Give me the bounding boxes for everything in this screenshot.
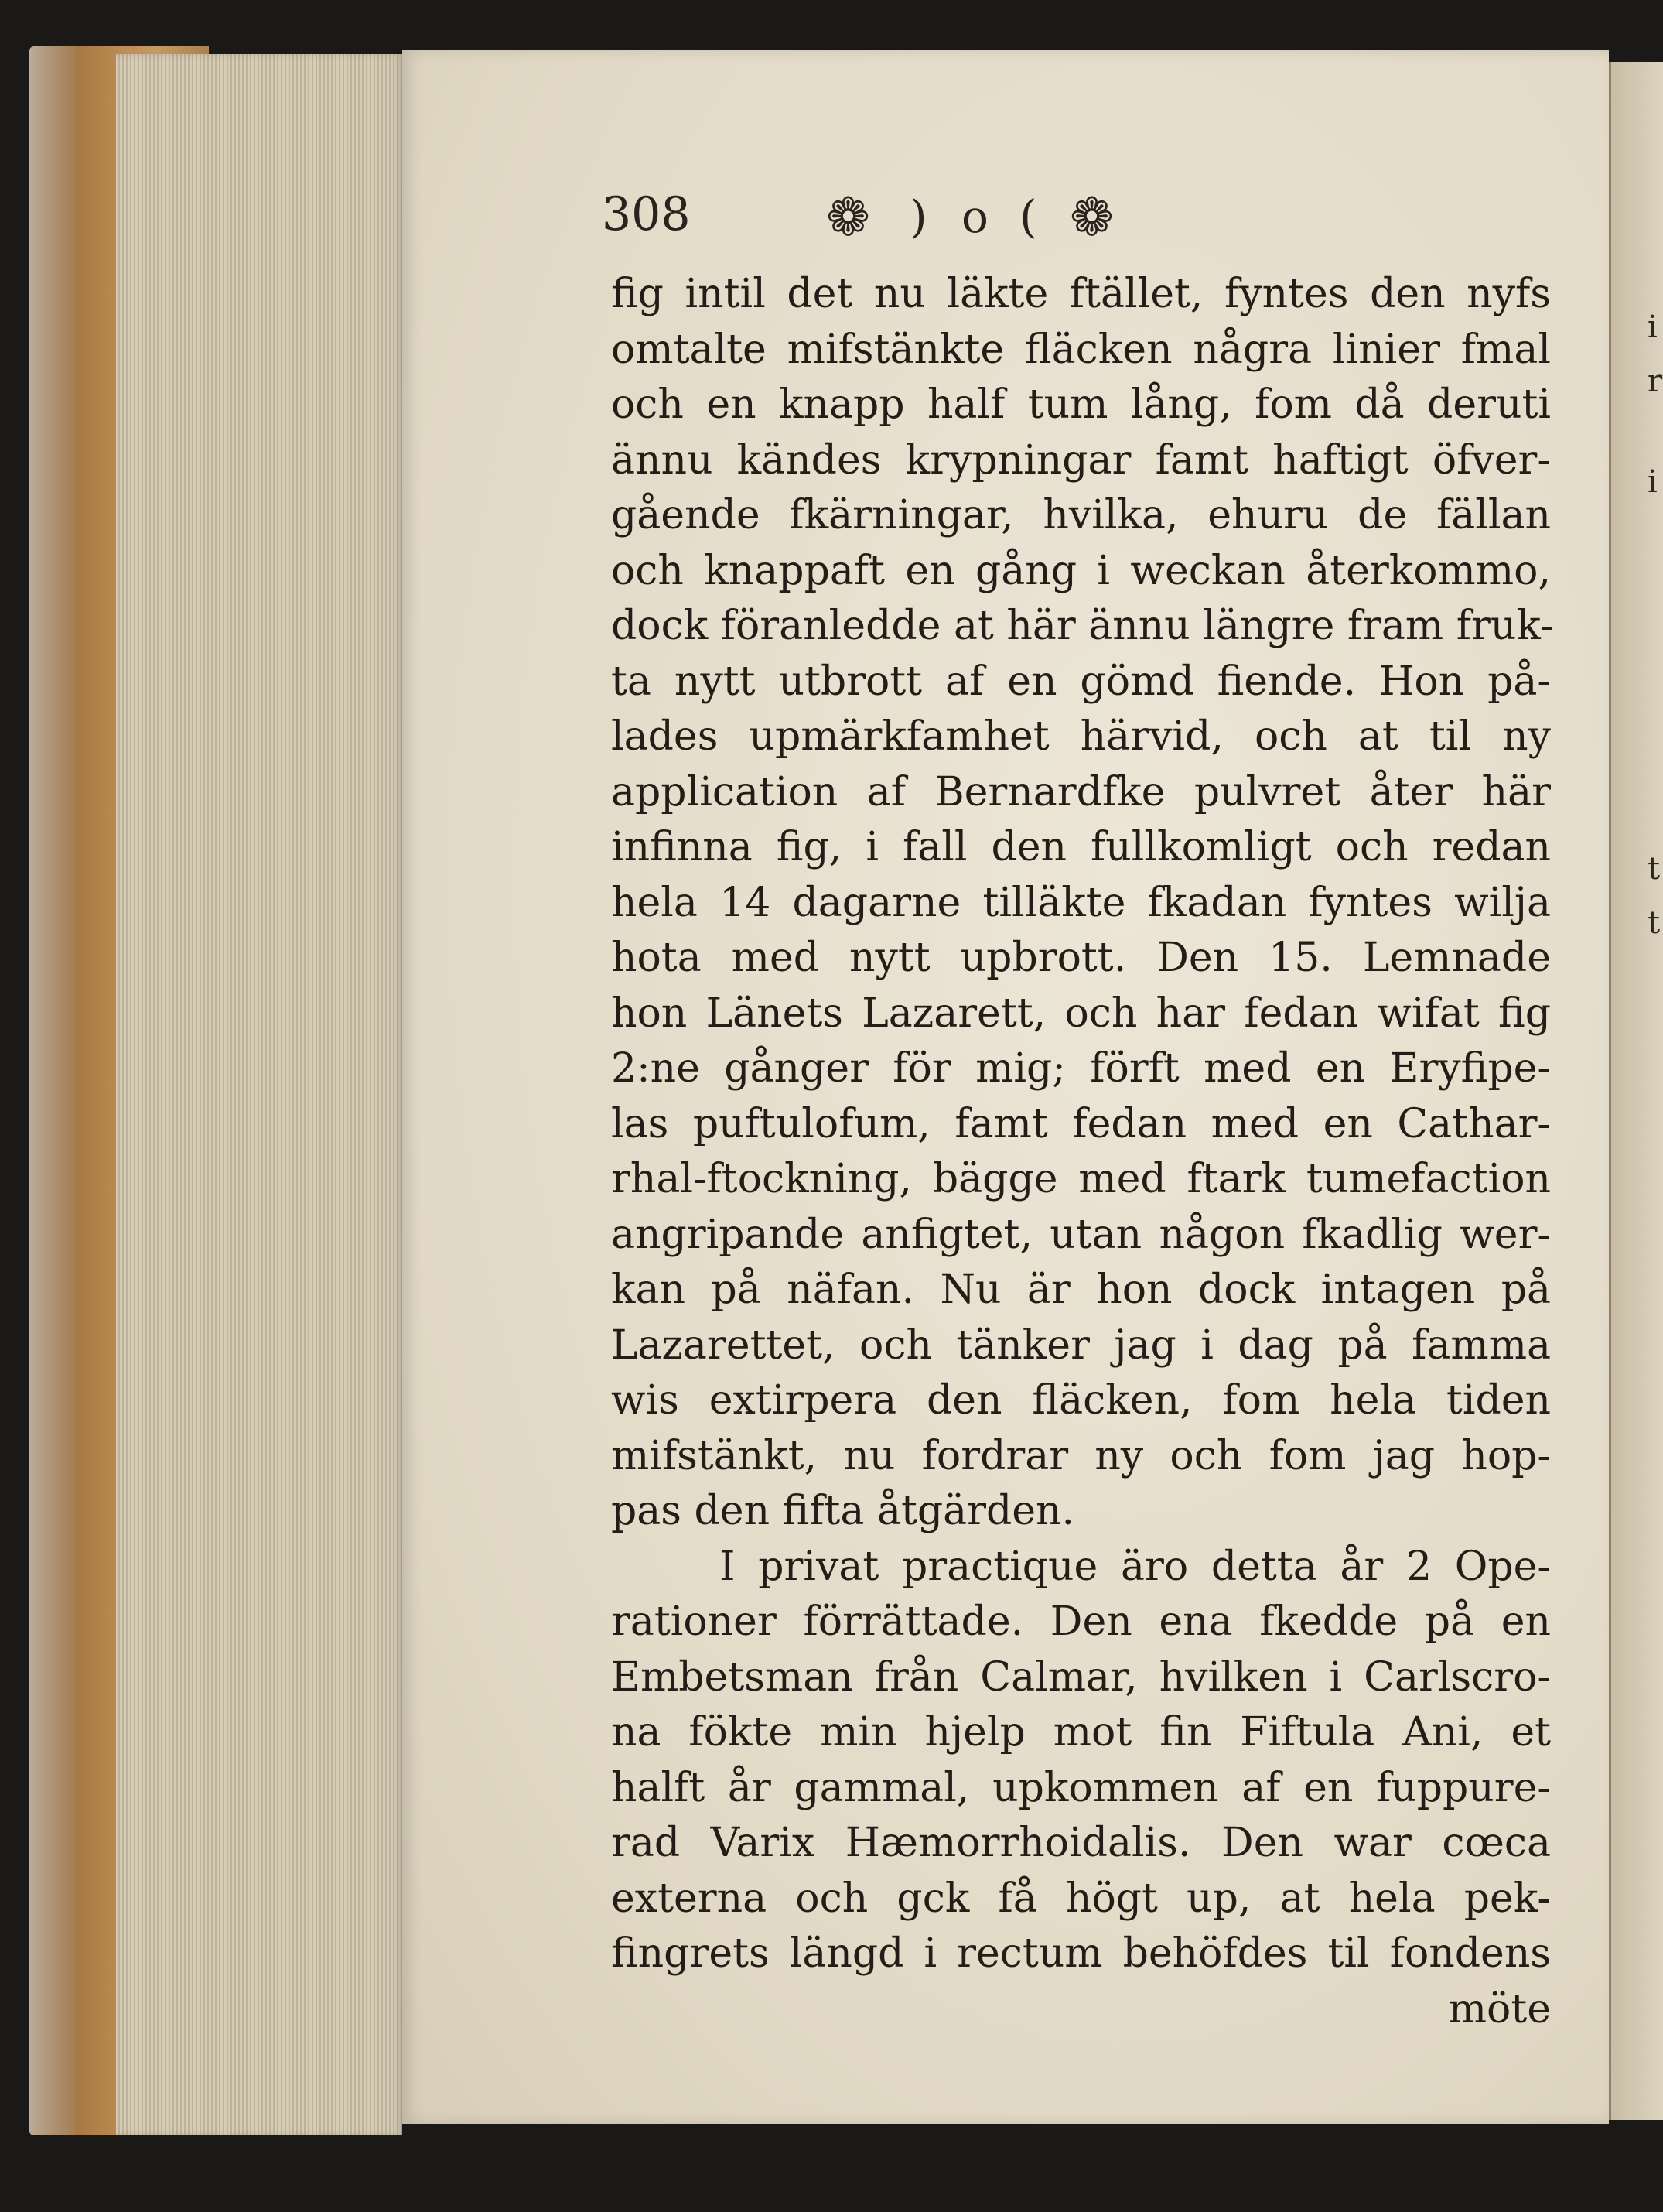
text-line: rationer förrättade. Den ena fkedde på en <box>611 1598 1551 1645</box>
facing-page-char: t <box>1648 851 1661 887</box>
text-line: omtalte mifstänkte fläcken några linier fmal <box>611 326 1551 373</box>
page-edges <box>116 54 402 2135</box>
text-line: dock föranledde at här ännu längre fram fruk- <box>611 603 1554 649</box>
header-mark: ) <box>910 190 927 243</box>
text-line: Embetsman från Calmar, hvilken i Carlscro- <box>611 1653 1551 1701</box>
body-text <box>611 267 1554 2037</box>
facing-page-char: i <box>1648 464 1658 500</box>
text-line: pas den fifta åtgärden. <box>611 1488 1075 1534</box>
text-line: ta nytt utbrott af en gömd fiende. Hon på- <box>611 658 1551 705</box>
text-line: gående fkärningar, hvilka, ehuru de fällan <box>611 492 1551 538</box>
text-line: fig intil det nu läkte ftället, fyntes den nyfs <box>611 271 1551 317</box>
text-line: ännu kändes krypningar famt haftigt öfver- <box>611 436 1551 484</box>
text-line: na fökte min hjelp mot fin Fiftula Ani, et <box>611 1709 1551 1756</box>
facing-page-char: t <box>1648 905 1661 941</box>
facing-page-char: r <box>1648 364 1663 399</box>
text-line: las puftulofum, famt fedan med en Cathar- <box>611 1100 1551 1147</box>
text-line: fingrets längd i rectum behöfdes til fondens <box>611 1930 1551 1977</box>
header-mark: ( <box>1019 190 1037 243</box>
text-line: infinna fig, i fall den fullkomligt och redan <box>611 824 1551 870</box>
text-line: angripande anfigtet, utan någon fkadlig wer- <box>611 1211 1551 1258</box>
text-line: externa och gck få högt up, at hela pek- <box>611 1875 1551 1922</box>
running-header <box>602 187 1298 265</box>
page-number: 308 <box>602 187 691 241</box>
ornament-right-icon: ❁ <box>1070 187 1114 248</box>
book-spine <box>29 46 76 2135</box>
catchword: möte <box>1448 1985 1551 2033</box>
ornament-left-icon: ❁ <box>826 187 870 248</box>
text-line: och knappaft en gång i weckan återkommo, <box>611 547 1551 594</box>
text-line: lades upmärkfamhet härvid, och at til ny <box>611 713 1551 760</box>
text-line: application af Bernardfke pulvret åter här <box>611 768 1551 815</box>
text-line: halft år gammal, upkommen af en fuppure- <box>611 1764 1551 1811</box>
header-mark: o <box>961 190 989 243</box>
text-line: och en knapp half tum lång, fom då deruti <box>611 381 1551 428</box>
text-line: 2:ne gånger för mig; förft med en Eryfipe- <box>611 1045 1551 1092</box>
text-line: I privat practique äro detta år 2 Ope- <box>719 1543 1551 1590</box>
text-line: hon Länets Lazarett, och har fedan wifat fig <box>611 990 1551 1037</box>
text-line: hota med nytt upbrott. Den 15. Lemnade <box>611 935 1551 981</box>
text-line: rad Varix Hæmorrhoidalis. Den war cœca <box>611 1820 1551 1866</box>
text-line: wis extirpera den fläcken, fom hela tiden <box>611 1377 1551 1424</box>
text-line: Lazarettet, och tänker jag i dag på famma <box>611 1321 1551 1369</box>
text-line: mifstänkt, nu fordrar ny och fom jag hop- <box>611 1432 1551 1479</box>
text-line: hela 14 dagarne tilläkte fkadan fyntes wilja <box>611 879 1551 926</box>
text-line: kan på näfan. Nu är hon dock intagen på <box>611 1267 1551 1313</box>
text-line: rhal-ftockning, bägge med ftark tumefaction <box>611 1156 1551 1202</box>
facing-page-char: i <box>1648 309 1658 345</box>
